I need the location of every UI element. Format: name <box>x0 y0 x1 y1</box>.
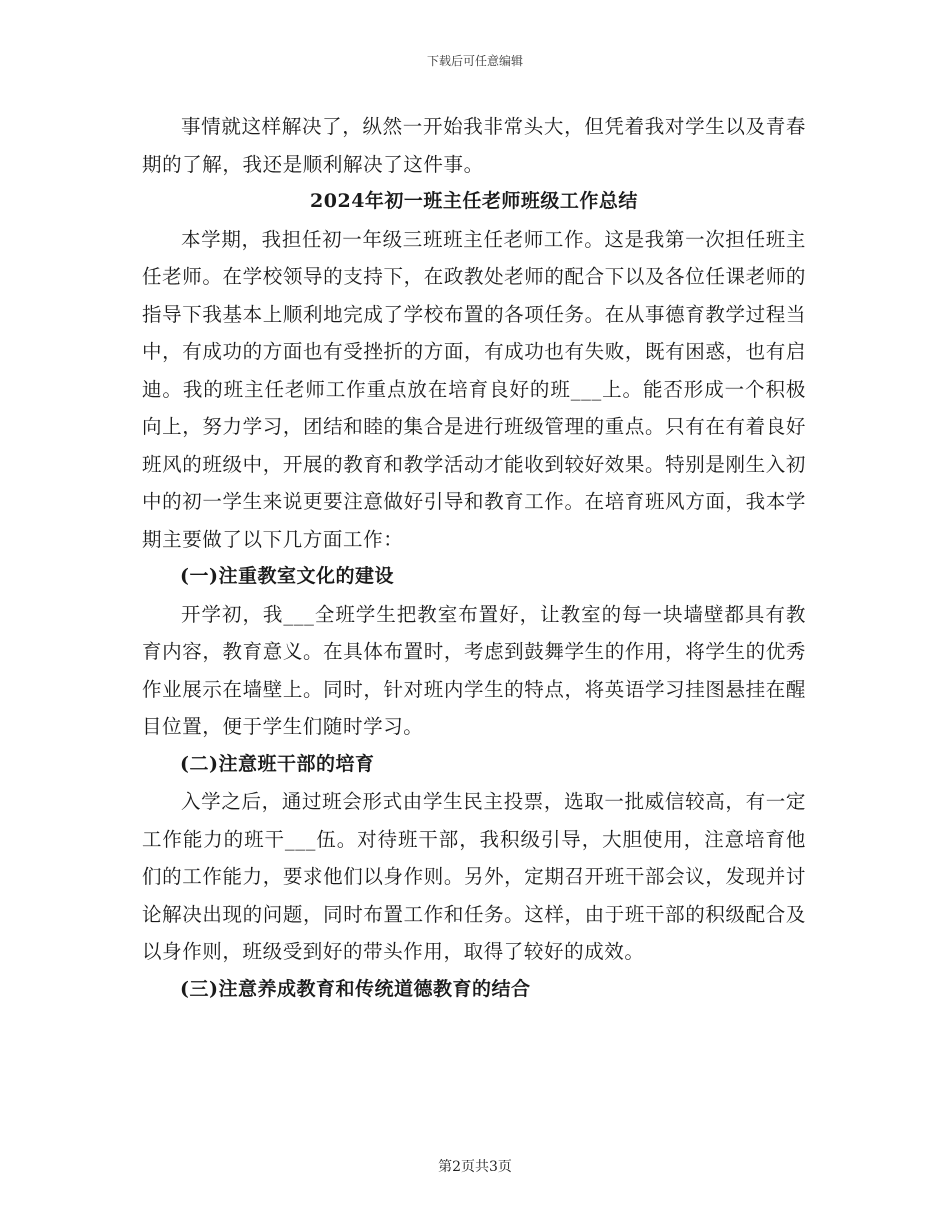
page-number: 第2页共3页 <box>438 1159 512 1175</box>
paragraph-1: 本学期，我担任初一年级三班班主任老师工作。这是我第一次担任班主任老师。在学校领导的支持下，在政教处老师的配合下以及各位任课老师的指导下我基本上顺利地完成了学校布置的各项任务。在从事德育教学过程当中，有成功的方面也有受挫折的方面，有成功也有失败，既有困惑，也有启迪。我的班主任老师工作重点放在培育良好的班___上。能否形成一个积极向上，努力学习，团结和睦的集合是进行班级管理的重点。只有在有着良好班风的班级中，开展的教育和教学活动才能收到较好效果。特别是刚生入初中的初一学生来说更要注意做好引导和教育工作。在培育班风方面，我本学期主要做了以下几方面工作： <box>142 227 806 551</box>
paragraph-intro: 事情就这样解决了，纵然一开始我非常头大，但凭着我对学生以及青春期的了解，我还是顺利解决了这件事。 <box>142 115 806 176</box>
page-header: 下载后可任意编辑 <box>426 54 523 68</box>
paragraph-2: 开学初，我___全班学生把教室布置好，让教室的每一块墙壁都具有教育内容，教育意义。在具体布置时，考虑到鼓舞学生的作用，将学生的优秀作业展示在墙壁上。同时，针对班内学生的特点，将英语学习挂图悬挂在醒目位置，便于学生们随时学习。 <box>142 602 806 738</box>
paragraph-3: 入学之后，通过班会形式由学生民主投票，选取一批威信较高，有一定工作能力的班干___伍。对待班干部，我积级引导，大胆使用，注意培育他们的工作能力，要求他们以身作则。另外，定期召开班干部会议，发现并讨论解决出现的问题，同时布置工作和任务。这样，由于班干部的积级配合及以身作则，班级受到好的带头作用，取得了较好的成效。 <box>142 790 806 963</box>
section-heading-2: (二)注意班干部的培育 <box>180 752 375 775</box>
document-body <box>142 108 806 1008</box>
section-heading-3: (三)注意养成教育和传统道德教育的结合 <box>180 977 531 1000</box>
document-title: 2024年初一班主任老师班级工作总结 <box>310 190 638 212</box>
section-heading-1: (一)注重教室文化的建设 <box>180 565 394 587</box>
